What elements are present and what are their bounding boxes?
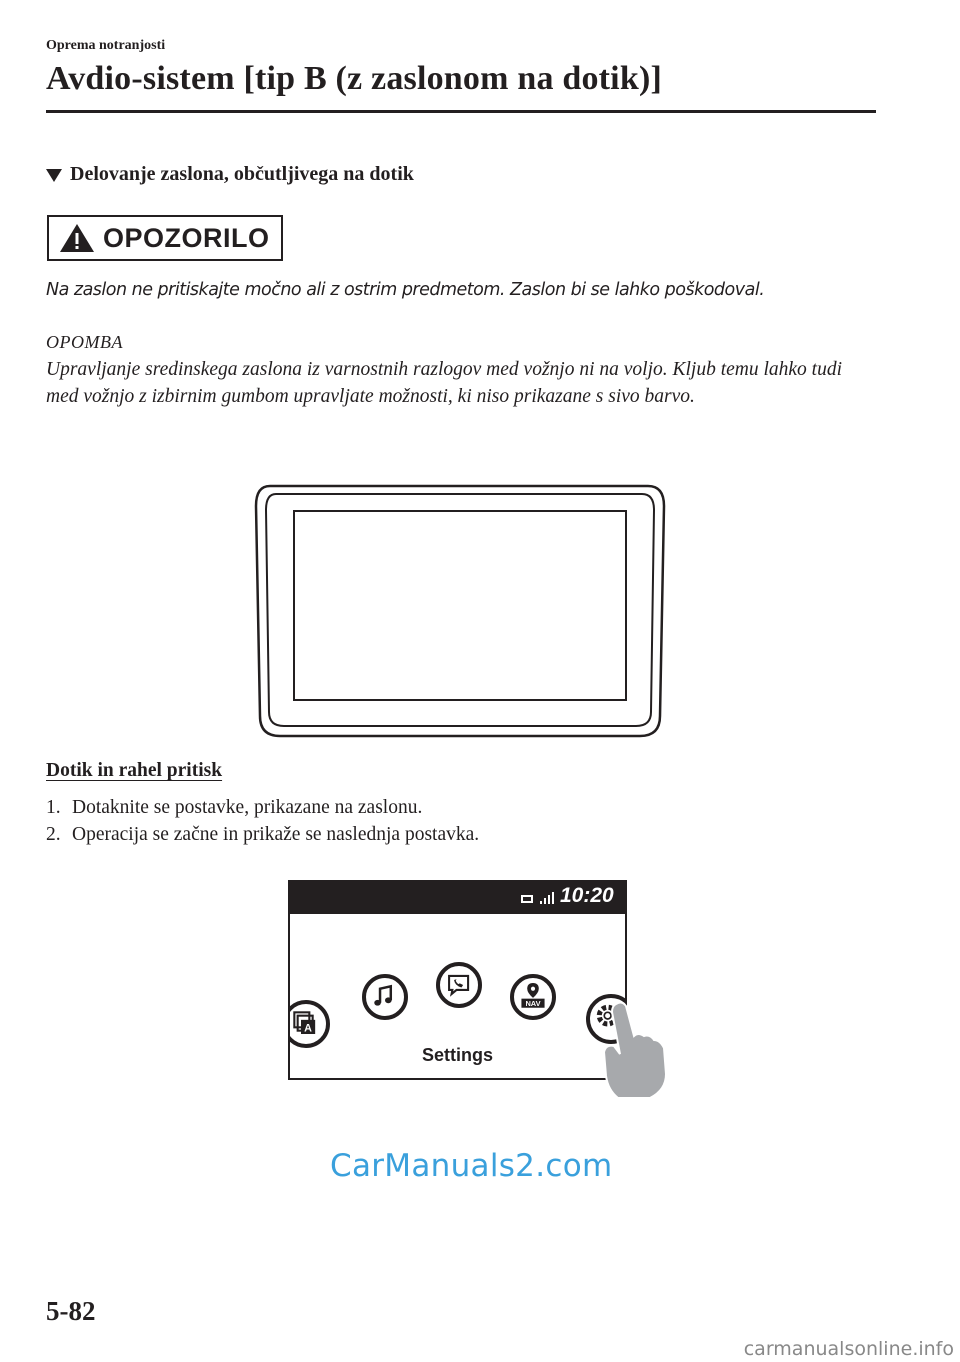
- subheading: [46, 163, 414, 186]
- warning-box: [47, 215, 283, 261]
- touch-section-title: Dotik in rahel pritisk: [46, 760, 223, 781]
- signal-icon: [540, 892, 554, 904]
- header-rule: [46, 110, 876, 113]
- page-number: 5-82: [46, 1296, 96, 1326]
- steps-list: [46, 794, 479, 848]
- warning-icon: [59, 223, 95, 253]
- finger-pointer-icon: [598, 1000, 670, 1100]
- chapter-title: Oprema notranjosti: [46, 38, 166, 53]
- list-item: 1. Dotaknite se postavke, prikazane na zaslonu.: [46, 797, 423, 818]
- note-label: OPOMBA: [46, 332, 123, 352]
- note-text: Upravljanje sredinskega zaslona iz varnostnih razlogov med vožnjo ni na voljo. Kljub temu lahko tudi med vožnjo z izbirnim gumbom upravljate možnosti, ki niso prikazane s sivo barvo.: [46, 359, 843, 407]
- clock: 10:20: [560, 884, 614, 907]
- status-bar: [290, 882, 625, 914]
- nav-text: NAV: [525, 999, 541, 1009]
- watermark: CarManuals2.com: [330, 1148, 613, 1184]
- triangle-down-icon: [46, 169, 62, 182]
- warning-text: Na zaslon ne pritiskajte močno ali z ostrim predmetom. Zaslon bi se lahko poškodoval.: [46, 280, 765, 300]
- warning-label: OPOZORILO: [103, 222, 270, 253]
- communication-icon[interactable]: [436, 962, 482, 1008]
- page-title: Avdio-sistem [tip B (z zaslonom na dotik)]: [46, 60, 662, 97]
- navigation-icon[interactable]: [510, 974, 556, 1020]
- battery-icon: [521, 895, 533, 903]
- footer-site: carmanualsonline.info: [743, 1338, 954, 1360]
- app-letter: A: [304, 1022, 312, 1035]
- music-icon[interactable]: [362, 974, 408, 1020]
- applications-icon[interactable]: [288, 1000, 330, 1048]
- center-display-illustration: [250, 480, 670, 742]
- list-item: 2. Operacija se začne in prikaže se naslednja postavka.: [46, 824, 480, 845]
- subheading-text: Delovanje zaslona, občutljivega na dotik: [70, 163, 414, 185]
- settings-label: Settings: [421, 1045, 493, 1065]
- home-screen-illustration: [288, 880, 627, 1080]
